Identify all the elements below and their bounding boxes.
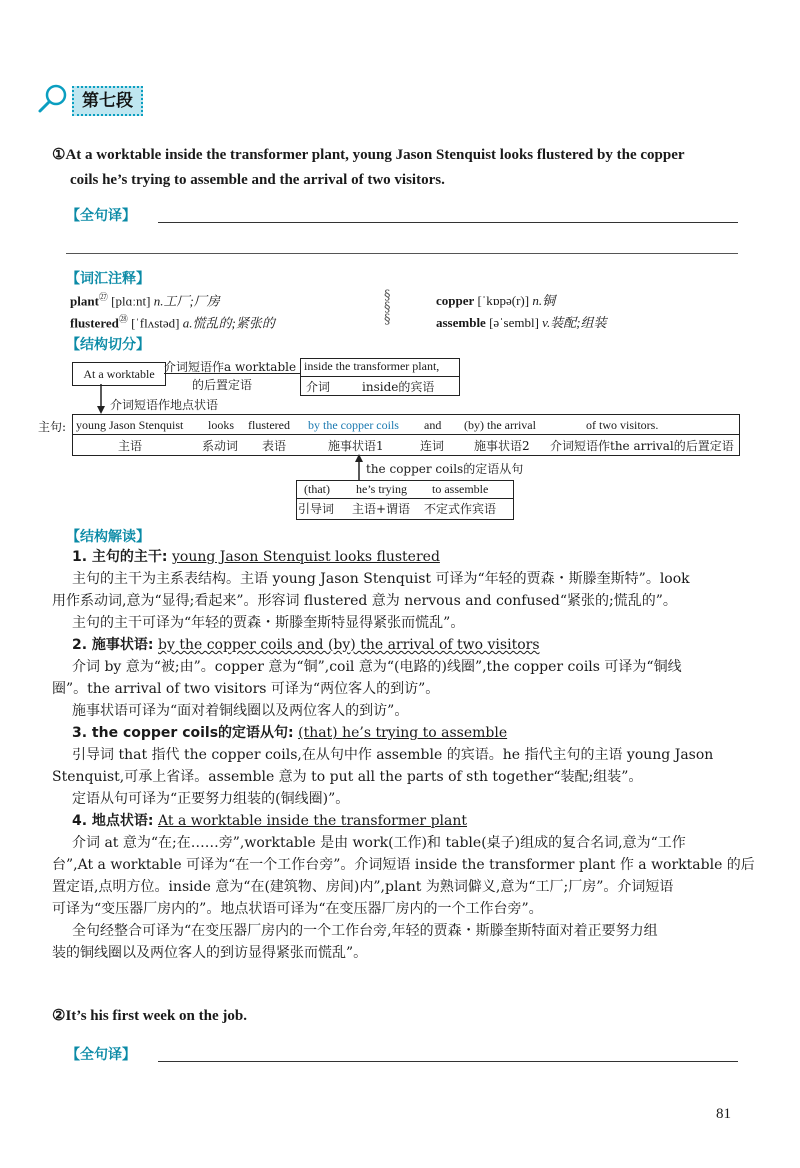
- up-arrow-icon: [354, 454, 364, 480]
- main-clause-label: 主句:: [38, 420, 67, 434]
- vocab-item: plant$^㉗$ [plɑːnt] n.工厂;厂房: [70, 292, 220, 309]
- diagram-note: 的后置定语: [192, 378, 253, 392]
- explain-text: 1. 主句的主干: young Jason Stenquist looks flustered 主句的主干为主系表结构。主语 young Jason Stenquist 可译为“年轻的贾森・斯滕奎斯特”。look 用作系动词,意为“显得;看起来”。形容词 flustered 意为 nervous and confused“紧张的;慌乱的”。 主句的主干可译为“年轻的贾森・斯滕奎斯特显得紧张而慌乱”。 2. 施事状语: by the copper coils and (by) the arrival of two visitors 介词 by 意为“被;由”。copper 意为“铜”,coil 意为“(电路的)线圈”,the copper coils 可译为“铜线 圈”。the arrival of two visitors 可译为“两位客人的到访”。 施事状语可译为“面对着铜线圈以及两位客人的到访”。 3. the copper coils的定语从句: (that) he’s trying to assemble 引导词 that 指代 the copper coils,在从句中作 assemble 的宾语。he 指代主句的主语 young Jason Stenquist,可承上省译。assemble 意为 to put all the parts of sth together“装配;组装”。 定语从句可译为“正要努力组装的(铜线圈)”。 4. 地点状语: At a worktable inside the transformer plant 介词 at 意为“在;在……旁”,worktable 是由 work(工作)和 table(桌子)组成的复合名词,意为“工作 台”,At a worktable 可译为“在一个工作台旁”。介词短语 inside the transformer plant 作 a worktable 的后 置定语,点明方位。inside 意为“在(建筑物、房间)内”,plant 为熟词僻义,意为“工厂;厂房”。介词短语 可译为“变压器厂房内的”。地点状语可译为“在变压器厂房内的一个工作台旁”。 全句经整合可译为“在变压器厂房内的一个工作台旁,年轻的贾森・斯滕奎斯特面对着正要努力组 装的铜线圈以及两位客人的到访显得紧张而慌乱”。: [52, 549, 755, 961]
- clause-cell-role: 引导词: [298, 502, 335, 516]
- divider: [72, 434, 740, 435]
- page-number: 81: [716, 1106, 731, 1122]
- diagram-note: 介词短语作地点状语: [110, 398, 219, 412]
- main-cell-role: 表语: [262, 439, 287, 453]
- structure-label: 【结构切分】: [66, 337, 150, 353]
- main-cell: and: [424, 418, 442, 432]
- main-cell: by the copper coils: [308, 418, 399, 432]
- sentence-1: ①At a worktable inside the transformer plant, young Jason Stenquist looks flustered by the copper coils he’s trying to assemble and the arrival of two visitors.: [52, 147, 685, 188]
- answer-line: [158, 1061, 738, 1062]
- main-cell: (by) the arrival: [464, 418, 536, 432]
- main-cell-role: 施事状语1: [328, 439, 384, 453]
- down-arrow-icon: [96, 384, 106, 414]
- vocab-label: 【词汇注释】: [66, 271, 150, 287]
- main-cell-role: 介词短语作the arrival的后置定语: [550, 439, 734, 453]
- diagram-note: 介词短语作a worktable: [164, 360, 297, 374]
- answer-line: [158, 222, 738, 223]
- search-icon: [36, 82, 70, 116]
- vocab-item: flustered$^㉘$ [ˈflʌstəd] a.慌乱的;紧张的: [70, 314, 275, 331]
- clause-cell: to assemble: [432, 482, 489, 496]
- clause-cell: (that): [304, 482, 330, 496]
- explain-label: 【结构解读】: [66, 529, 150, 545]
- main-cell-role: 施事状语2: [474, 439, 530, 453]
- main-cell: flustered: [248, 418, 290, 432]
- section-title: 第七段: [72, 86, 143, 116]
- sentence-2: ②It’s his first week on the job.: [52, 1008, 247, 1024]
- translation-label: 【全句译】: [66, 208, 136, 224]
- diagram-label: 介词: [306, 380, 331, 394]
- main-cell: of two visitors.: [586, 418, 659, 432]
- spiral-binding: § § §: [384, 288, 391, 327]
- main-cell: young Jason Stenquist: [76, 418, 184, 432]
- diagram-box: At a worktable: [72, 362, 166, 386]
- vocab-item: copper [ˈkɒpə(r)] n.铜: [436, 293, 556, 308]
- main-cell: looks: [208, 418, 235, 432]
- clause-cell: he’s trying: [356, 482, 407, 496]
- main-cell-role: 系动词: [202, 439, 239, 453]
- main-cell-role: 连词: [420, 439, 445, 453]
- translation-label: 【全句译】: [66, 1047, 136, 1063]
- divider: [300, 376, 460, 377]
- main-cell-role: 主语: [118, 439, 143, 453]
- diagram-label: inside的宾语: [362, 380, 435, 394]
- clause-cell-role: 不定式作宾语: [424, 502, 497, 516]
- clause-cell-role: 主语+谓语: [352, 502, 411, 516]
- divider: [296, 498, 514, 499]
- diagram-cell: inside the transformer plant,: [304, 359, 440, 373]
- connector-line: [164, 373, 300, 374]
- vocab-item: assemble [əˈsembl] v.装配;组装: [436, 315, 607, 330]
- answer-line: [66, 253, 738, 254]
- clause-note: the copper coils的定语从句: [366, 462, 524, 476]
